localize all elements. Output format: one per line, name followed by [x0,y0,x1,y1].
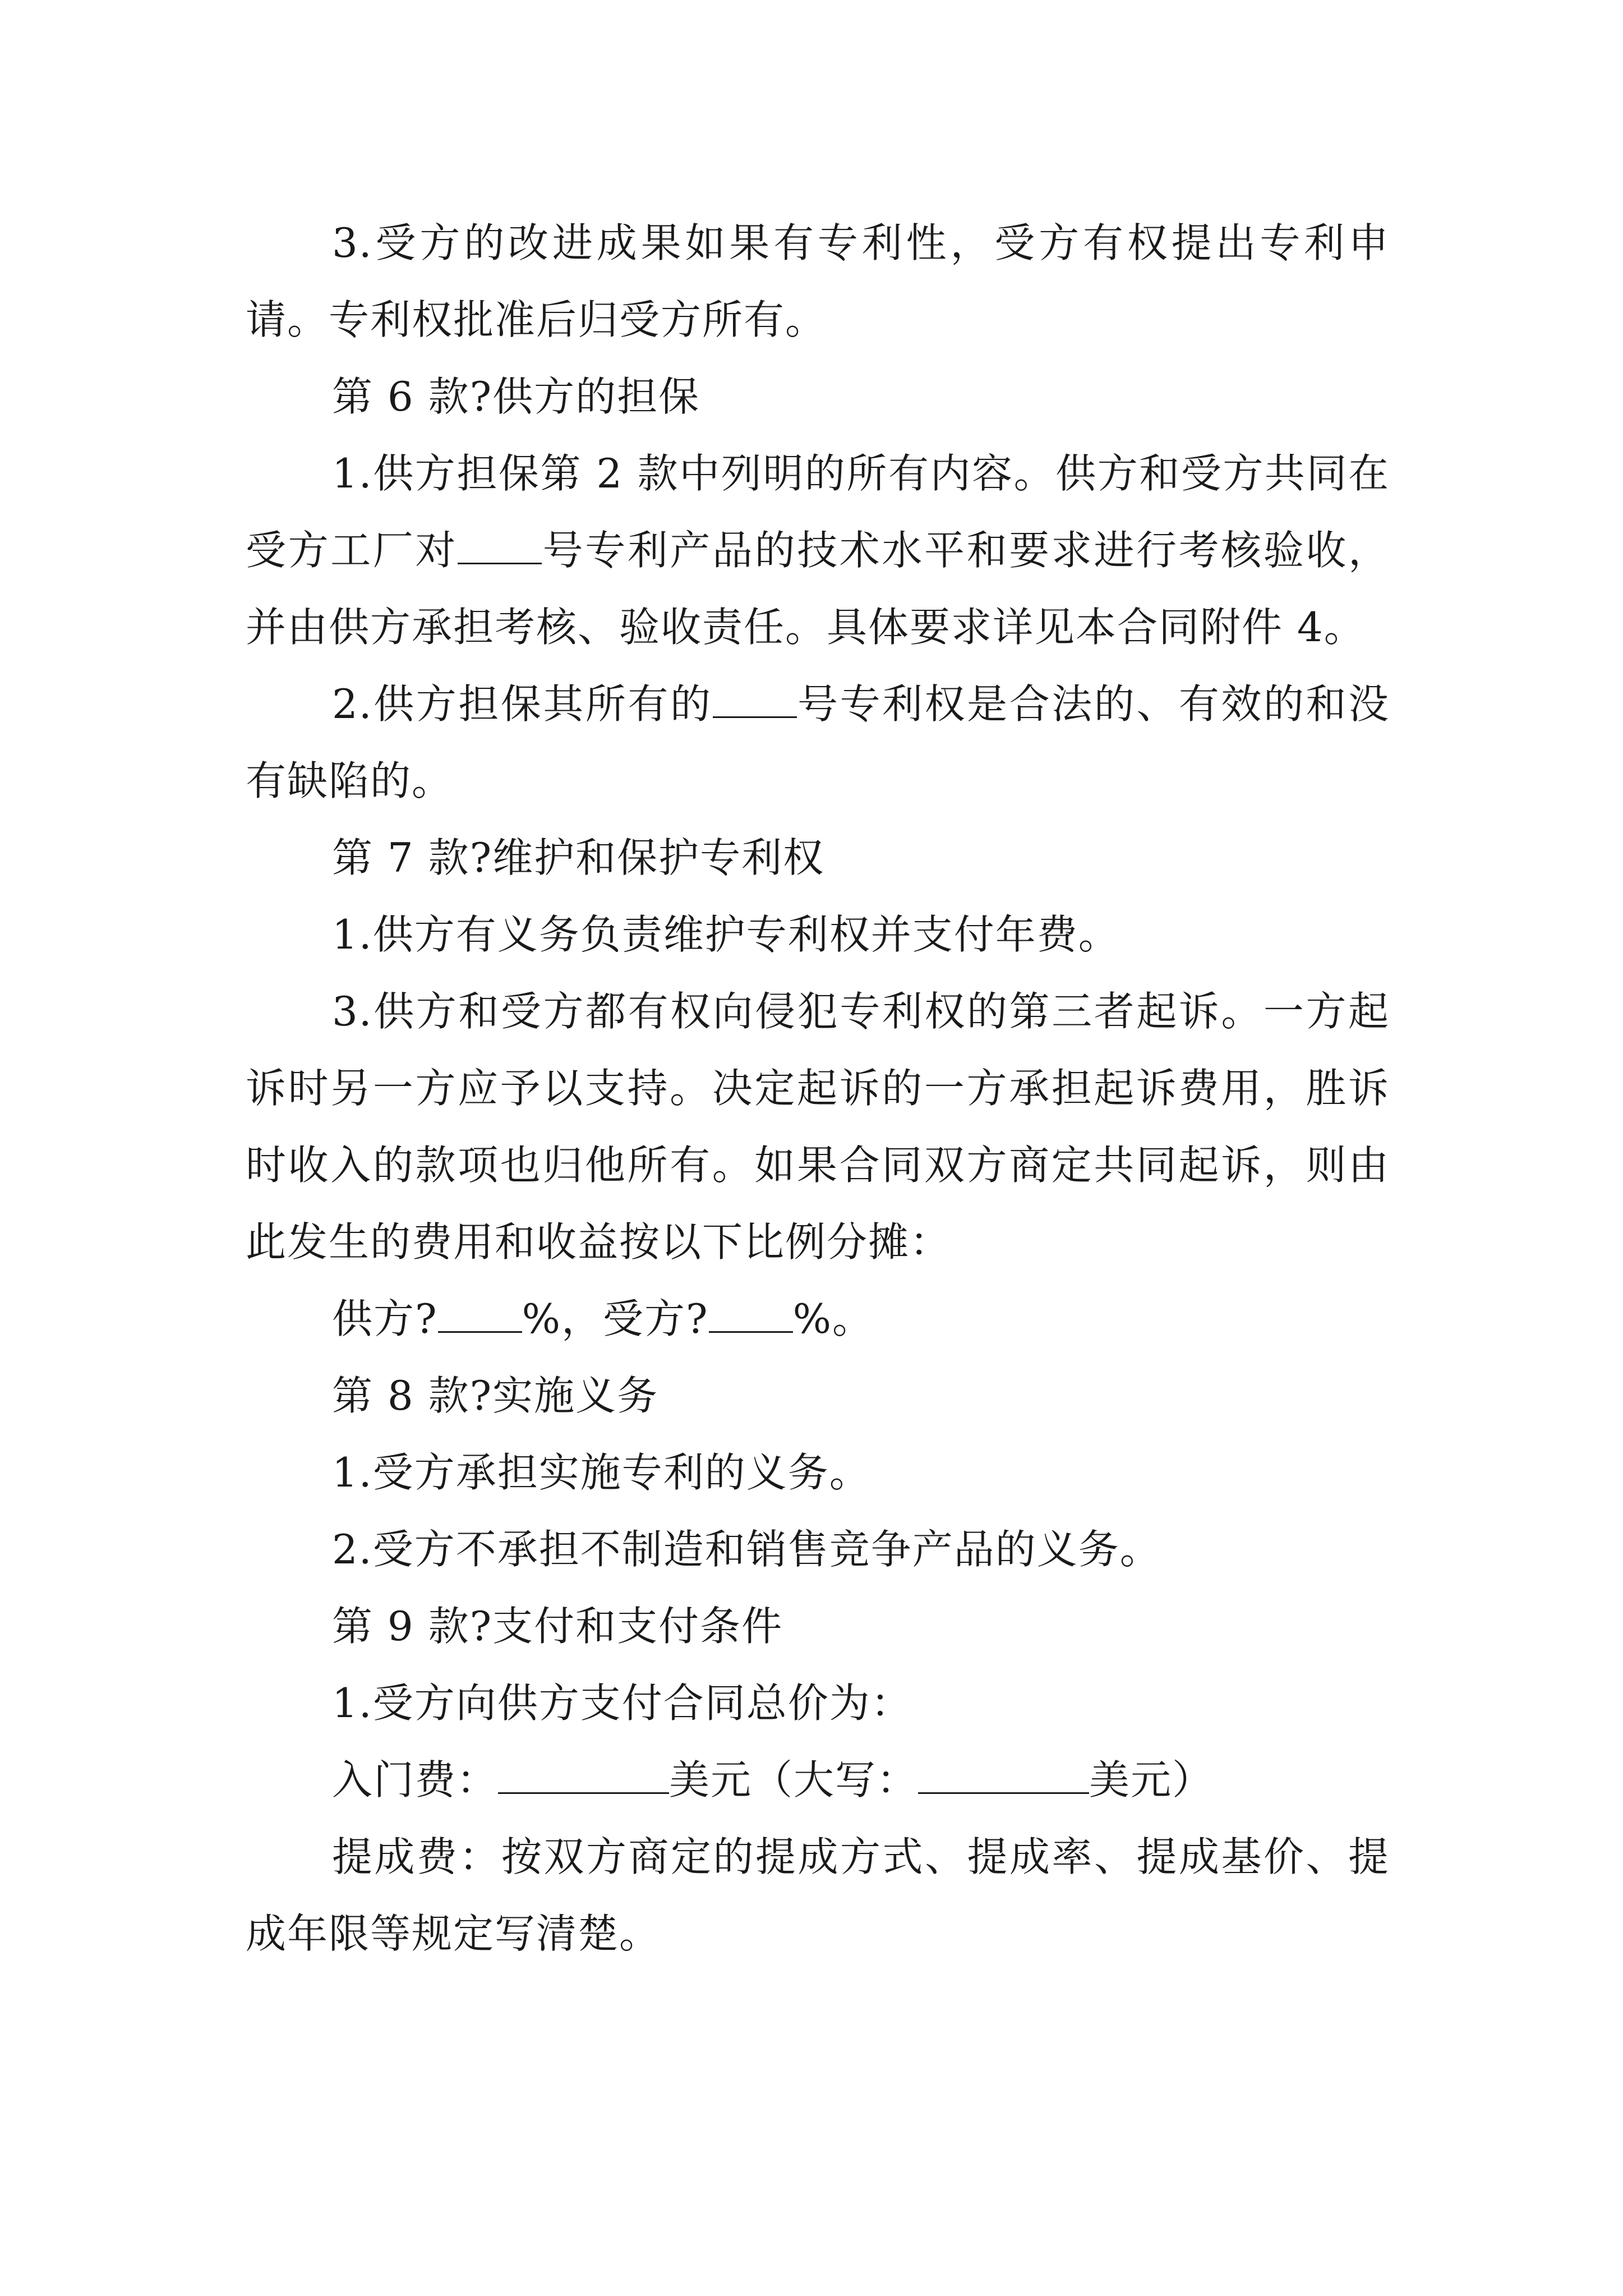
fill-blank [709,1295,793,1333]
paragraph-implement-duty-1 [246,1434,1390,1511]
paragraph-implement-duty-2 [246,1511,1390,1588]
paragraph-text: 2.供方担保其所有的 [332,680,713,728]
paragraph-text: 入门费： [332,1756,499,1803]
clause-heading-9 [246,1588,1390,1665]
clause-heading-6 [246,358,1390,435]
paragraph-text: 美元） [1089,1756,1214,1803]
paragraph-text: 供方? [332,1295,438,1342]
fill-blank [458,526,542,564]
heading-text: 第 6 款?供方的担保 [332,373,700,420]
paragraph-text: 1.受方承担实施专利的义务。 [332,1449,871,1496]
paragraph-text: 1.供方有义务负责维护专利权并支付年费。 [332,911,1120,958]
fill-blank [918,1756,1089,1794]
paragraph-royalty [246,1819,1390,1972]
clause-heading-7 [246,820,1390,896]
fill-blank [438,1295,522,1333]
paragraph-text: 1.受方向供方支付合同总价为： [332,1680,912,1727]
paragraph-text: 提成费：按双方商定的提成方式、提成率、提成基价、提成年限等规定写清楚。 [246,1833,1390,1957]
paragraph-text: %。 [792,1295,874,1342]
paragraph-total-price [246,1665,1390,1742]
paragraph-litigation [246,973,1390,1281]
paragraph-text: 3.供方和受方都有权向侵犯专利权的第三者起诉。一方起诉时另一方应予以支持。决定起诉的一方承担起诉费用，胜诉时收入的款项也归他所有。如果合同双方商定共同起诉，则由此发生的费用和收益按以下比例分摊： [246,988,1390,1266]
paragraph-text: 美元（大写： [669,1756,919,1803]
paragraph-supplier-guarantee-1 [246,435,1390,666]
paragraph-text: 1.供方担保第 2 款中列明的所有内容。供方和受方共同在受方工厂对 [246,450,1390,574]
document-body [246,205,1390,1972]
paragraph-text: %，受方? [522,1295,709,1342]
paragraph-supplier-guarantee-2 [246,666,1390,820]
paragraph-improvement-patent [246,205,1390,358]
heading-text: 第 9 款?支付和支付条件 [332,1603,783,1650]
paragraph-text: 号专利产品的技术水平和要求进行考核验收，并由供方承担考核、验收责任。具体要求详见本合同附件 4。 [246,527,1390,651]
paragraph-maintain-patent [246,896,1390,973]
fill-blank [498,1756,669,1794]
paragraph-entry-fee [246,1742,1390,1819]
paragraph-text: 2.受方不承担不制造和销售竞争产品的义务。 [332,1526,1161,1573]
paragraph-cost-share [246,1281,1390,1358]
clause-heading-8 [246,1358,1390,1434]
paragraph-text: 号专利权是合法的、有效的和没有缺陷的。 [246,680,1390,804]
heading-text: 第 7 款?维护和保护专利权 [332,834,825,881]
heading-text: 第 8 款?实施义务 [332,1372,659,1419]
paragraph-text: 3.受方的改进成果如果有专利性，受方有权提出专利申请。专利权批准后归受方所有。 [246,219,1390,343]
fill-blank [713,680,797,718]
